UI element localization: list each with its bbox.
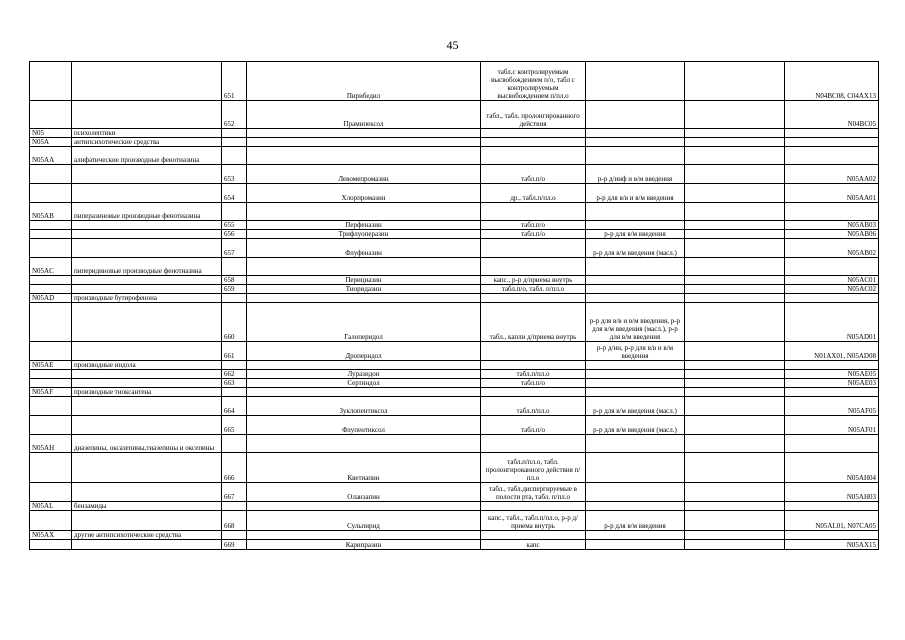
table-row <box>30 453 879 483</box>
injection-form <box>586 62 685 101</box>
empty-cell <box>685 285 785 294</box>
atc-code: N05AH03 <box>785 483 879 502</box>
injection-form <box>586 540 685 550</box>
table-row <box>30 285 879 294</box>
row-number: 665 <box>222 416 247 435</box>
injection-form <box>586 502 685 511</box>
row-number: 657 <box>222 239 247 258</box>
atc-code: N05AH04 <box>785 453 879 483</box>
atc-code: N05AF05 <box>785 397 879 416</box>
drug-name: Флупентиксол <box>247 416 481 435</box>
drug-name: Оланзапин <box>247 483 481 502</box>
table-row <box>30 483 879 502</box>
row-number: 654 <box>222 184 247 203</box>
drug-name: Левомепромазин <box>247 165 481 184</box>
injection-form: р-р для в/в и в/м введения, р-р для в/м введения (масл.), р-р для в/м введения <box>586 303 685 342</box>
row-number <box>222 294 247 303</box>
drug-name <box>247 531 481 540</box>
table-row <box>30 230 879 239</box>
empty-cell <box>685 303 785 342</box>
empty-cell <box>685 379 785 388</box>
dosage-form: табл.п/о <box>481 230 586 239</box>
drug-name: Дроперидол <box>247 342 481 361</box>
atc-group-code <box>30 397 72 416</box>
dosage-form: табл.п/пл.о <box>481 370 586 379</box>
row-number <box>222 138 247 147</box>
atc-code: N01AX01, N05AD08 <box>785 342 879 361</box>
table-row <box>30 239 879 258</box>
table-row <box>30 342 879 361</box>
row-number: 652 <box>222 101 247 129</box>
atc-group-name <box>72 416 222 435</box>
drug-name <box>247 129 481 138</box>
injection-form: р-р для в/м введения (масл.) <box>586 397 685 416</box>
atc-code <box>785 258 879 276</box>
atc-group-code <box>30 101 72 129</box>
atc-code: N05AA02 <box>785 165 879 184</box>
table-row <box>30 416 879 435</box>
dosage-form <box>481 502 586 511</box>
atc-code: N04BC05 <box>785 101 879 129</box>
dosage-form <box>481 203 586 221</box>
empty-cell <box>685 511 785 531</box>
dosage-form: табл.п/о, табл. п/пл.о <box>481 285 586 294</box>
empty-cell <box>685 129 785 138</box>
atc-group-code <box>30 303 72 342</box>
atc-code: N05AB02 <box>785 239 879 258</box>
atc-group-code: N05 <box>30 129 72 138</box>
drug-name: Перфеназин <box>247 221 481 230</box>
row-number: 661 <box>222 342 247 361</box>
row-number: 658 <box>222 276 247 285</box>
atc-code <box>785 138 879 147</box>
empty-cell <box>685 184 785 203</box>
empty-cell <box>685 342 785 361</box>
row-number <box>222 129 247 138</box>
injection-form <box>586 453 685 483</box>
table-row <box>30 101 879 129</box>
drug-table <box>29 61 879 550</box>
injection-form <box>586 138 685 147</box>
atc-group-name: производные индола <box>72 361 222 370</box>
atc-code: N04BC08, C04AX13 <box>785 62 879 101</box>
dosage-form: табл., капли д/приема внутрь <box>481 303 586 342</box>
atc-group-name <box>72 540 222 550</box>
drug-name <box>247 203 481 221</box>
atc-group-code: N05AX <box>30 531 72 540</box>
injection-form <box>586 101 685 129</box>
atc-code: N05AD01 <box>785 303 879 342</box>
empty-cell <box>685 416 785 435</box>
atc-group-name: производные бутирофенона <box>72 294 222 303</box>
row-number: 653 <box>222 165 247 184</box>
drug-name: Прамипексол <box>247 101 481 129</box>
atc-code: N05AB06 <box>785 230 879 239</box>
atc-group-code <box>30 239 72 258</box>
atc-group-code: N05AH <box>30 435 72 453</box>
table-row <box>30 540 879 550</box>
table-row <box>30 184 879 203</box>
atc-group-code <box>30 453 72 483</box>
atc-group-name: алифатические производные фенотиазина <box>72 147 222 165</box>
atc-code: N05AC01 <box>785 276 879 285</box>
atc-code <box>785 388 879 397</box>
table-row <box>30 531 879 540</box>
atc-code <box>785 294 879 303</box>
atc-code: N05AF01 <box>785 416 879 435</box>
atc-group-code: N05AE <box>30 361 72 370</box>
dosage-form <box>481 342 586 361</box>
table-row <box>30 511 879 531</box>
drug-name <box>247 502 481 511</box>
drug-name: Пирибедил <box>247 62 481 101</box>
drug-name <box>247 147 481 165</box>
atc-group-name: антипсихотические средства <box>72 138 222 147</box>
dosage-form: табл., табл.диспергируемые в полости рта, табл. п/пл.о <box>481 483 586 502</box>
atc-group-name: производные тиоксантена <box>72 388 222 397</box>
atc-group-code: N05AF <box>30 388 72 397</box>
atc-group-name <box>72 230 222 239</box>
empty-cell <box>685 502 785 511</box>
atc-group-code <box>30 342 72 361</box>
drug-name: Сертиндол <box>247 379 481 388</box>
atc-group-code <box>30 416 72 435</box>
atc-group-code: N05A <box>30 138 72 147</box>
atc-code: N05AB03 <box>785 221 879 230</box>
injection-form <box>586 379 685 388</box>
dosage-form: табл.с контролируемым высвобождением п/о, табл с контролируемым высвобождением п/пл.о <box>481 62 586 101</box>
dosage-form: табл.п/о <box>481 221 586 230</box>
row-number: 662 <box>222 370 247 379</box>
dosage-form: табл.п/пл.о <box>481 397 586 416</box>
empty-cell <box>685 203 785 221</box>
dosage-form: табл., табл. пролонгированного действия <box>481 101 586 129</box>
row-number <box>222 388 247 397</box>
atc-group-name <box>72 165 222 184</box>
dosage-form <box>481 435 586 453</box>
atc-group-name <box>72 379 222 388</box>
table-row <box>30 62 879 101</box>
atc-group-code: N05AL <box>30 502 72 511</box>
table-row <box>30 129 879 138</box>
atc-group-code: N05AB <box>30 203 72 221</box>
table-row <box>30 258 879 276</box>
dosage-form <box>481 147 586 165</box>
atc-group-name: пиперазиновые производные фенотиазина <box>72 203 222 221</box>
empty-cell <box>685 483 785 502</box>
dosage-form <box>481 294 586 303</box>
atc-group-code: N05AD <box>30 294 72 303</box>
dosage-form <box>481 388 586 397</box>
atc-group-code <box>30 221 72 230</box>
drug-name: Флуфеназин <box>247 239 481 258</box>
injection-form <box>586 147 685 165</box>
table-row <box>30 203 879 221</box>
atc-group-name: другие антипсихотические средства <box>72 531 222 540</box>
row-number: 663 <box>222 379 247 388</box>
row-number <box>222 258 247 276</box>
dosage-form: табл.п/пл.о, табл. пролонгированного действия п/пл.о <box>481 453 586 483</box>
atc-group-code <box>30 540 72 550</box>
empty-cell <box>685 239 785 258</box>
injection-form <box>586 361 685 370</box>
row-number: 667 <box>222 483 247 502</box>
atc-group-name <box>72 342 222 361</box>
empty-cell <box>685 147 785 165</box>
atc-group-code <box>30 230 72 239</box>
empty-cell <box>685 101 785 129</box>
drug-name <box>247 435 481 453</box>
drug-name <box>247 388 481 397</box>
table-row <box>30 303 879 342</box>
atc-code: N05AE05 <box>785 370 879 379</box>
row-number: 664 <box>222 397 247 416</box>
atc-code <box>785 147 879 165</box>
empty-cell <box>685 397 785 416</box>
table-row <box>30 138 879 147</box>
row-number: 656 <box>222 230 247 239</box>
atc-code: N05AA01 <box>785 184 879 203</box>
empty-cell <box>685 276 785 285</box>
injection-form: р-р для в/в и в/м введения <box>586 184 685 203</box>
injection-form <box>586 483 685 502</box>
atc-group-name <box>72 62 222 101</box>
atc-group-name <box>72 285 222 294</box>
dosage-form: капс., табл., табл.п/пл.о, р-р д/приема внутрь <box>481 511 586 531</box>
injection-form: р-р д/ин, р-р для в/в и в/м введения <box>586 342 685 361</box>
atc-code: N05AE03 <box>785 379 879 388</box>
injection-form <box>586 388 685 397</box>
atc-group-name <box>72 397 222 416</box>
atc-group-code <box>30 165 72 184</box>
row-number: 659 <box>222 285 247 294</box>
drug-name: Карипразин <box>247 540 481 550</box>
atc-group-name <box>72 184 222 203</box>
atc-group-name <box>72 276 222 285</box>
row-number <box>222 203 247 221</box>
row-number: 668 <box>222 511 247 531</box>
empty-cell <box>685 230 785 239</box>
drug-name <box>247 258 481 276</box>
drug-name: Хлорпромазин <box>247 184 481 203</box>
injection-form: р-р для в/м введения <box>586 511 685 531</box>
drug-name: Галоперидол <box>247 303 481 342</box>
atc-group-name <box>72 239 222 258</box>
atc-group-name <box>72 370 222 379</box>
injection-form <box>586 294 685 303</box>
drug-name: Трифлуоперазин <box>247 230 481 239</box>
atc-group-code <box>30 511 72 531</box>
injection-form: р-р для в/м введения (масл.) <box>586 239 685 258</box>
atc-code <box>785 531 879 540</box>
empty-cell <box>685 531 785 540</box>
empty-cell <box>685 138 785 147</box>
injection-form <box>586 370 685 379</box>
drug-name <box>247 361 481 370</box>
injection-form: р-р д/инф и в/м введения <box>586 165 685 184</box>
row-number <box>222 531 247 540</box>
atc-group-code <box>30 62 72 101</box>
injection-form: р-р для в/м введения (масл.) <box>586 416 685 435</box>
row-number <box>222 361 247 370</box>
drug-name <box>247 138 481 147</box>
atc-group-name: пиперидиновые производные фенотиазина <box>72 258 222 276</box>
atc-group-code <box>30 184 72 203</box>
injection-form <box>586 531 685 540</box>
atc-code <box>785 435 879 453</box>
atc-code <box>785 361 879 370</box>
table-row <box>30 435 879 453</box>
table-row <box>30 370 879 379</box>
empty-cell <box>685 294 785 303</box>
table-row <box>30 361 879 370</box>
dosage-form <box>481 138 586 147</box>
atc-code: N05AL01, N07CA05 <box>785 511 879 531</box>
drug-name: Кветиапин <box>247 453 481 483</box>
atc-group-name: психолептики <box>72 129 222 138</box>
row-number: 666 <box>222 453 247 483</box>
page-number: 45 <box>446 38 459 52</box>
dosage-form: др., табл.п/пл.о <box>481 184 586 203</box>
empty-cell <box>685 388 785 397</box>
empty-cell <box>685 361 785 370</box>
injection-form <box>586 276 685 285</box>
injection-form <box>586 285 685 294</box>
drug-name: Тиоридазин <box>247 285 481 294</box>
row-number: 669 <box>222 540 247 550</box>
table-row <box>30 294 879 303</box>
atc-code: N05AC02 <box>785 285 879 294</box>
atc-group-name <box>72 221 222 230</box>
atc-group-name <box>72 303 222 342</box>
empty-cell <box>685 258 785 276</box>
atc-group-name: диазепины, оксазепины,тиазепины и оксепины <box>72 435 222 453</box>
table-row <box>30 388 879 397</box>
row-number: 651 <box>222 62 247 101</box>
empty-cell <box>685 221 785 230</box>
empty-cell <box>685 540 785 550</box>
dosage-form: табл.п/о <box>481 165 586 184</box>
atc-code <box>785 129 879 138</box>
row-number <box>222 502 247 511</box>
injection-form <box>586 203 685 221</box>
empty-cell <box>685 453 785 483</box>
empty-cell <box>685 435 785 453</box>
atc-group-code <box>30 276 72 285</box>
dosage-form: табл.п/о <box>481 379 586 388</box>
dosage-form <box>481 258 586 276</box>
drug-name: Сульпирид <box>247 511 481 531</box>
dosage-form <box>481 531 586 540</box>
empty-cell <box>685 165 785 184</box>
drug-name: Луразидон <box>247 370 481 379</box>
injection-form: р-р для в/м введения <box>586 230 685 239</box>
drug-name: Перициазин <box>247 276 481 285</box>
drug-name <box>247 294 481 303</box>
atc-group-name <box>72 483 222 502</box>
dosage-form: табл.п/о <box>481 416 586 435</box>
dosage-form <box>481 361 586 370</box>
atc-group-code: N05AA <box>30 147 72 165</box>
atc-group-code: N05AC <box>30 258 72 276</box>
atc-group-code <box>30 285 72 294</box>
atc-group-code <box>30 483 72 502</box>
empty-cell <box>685 370 785 379</box>
atc-group-name <box>72 101 222 129</box>
table-row <box>30 502 879 511</box>
row-number: 660 <box>222 303 247 342</box>
table-row <box>30 165 879 184</box>
atc-code <box>785 203 879 221</box>
atc-code: N05AX15 <box>785 540 879 550</box>
injection-form <box>586 129 685 138</box>
empty-cell <box>685 62 785 101</box>
injection-form <box>586 435 685 453</box>
row-number <box>222 147 247 165</box>
row-number <box>222 435 247 453</box>
table-row <box>30 276 879 285</box>
dosage-form: капс <box>481 540 586 550</box>
atc-group-name <box>72 453 222 483</box>
injection-form <box>586 221 685 230</box>
dosage-form <box>481 239 586 258</box>
atc-code <box>785 502 879 511</box>
drug-name: Зуклопентиксол <box>247 397 481 416</box>
injection-form <box>586 258 685 276</box>
table-row <box>30 147 879 165</box>
atc-group-code <box>30 379 72 388</box>
atc-group-name <box>72 511 222 531</box>
table-row <box>30 221 879 230</box>
table-row <box>30 397 879 416</box>
dosage-form <box>481 129 586 138</box>
atc-group-code <box>30 370 72 379</box>
row-number: 655 <box>222 221 247 230</box>
atc-group-name: бензамиды <box>72 502 222 511</box>
dosage-form: капс., р-р д/приема внутрь <box>481 276 586 285</box>
table-row <box>30 379 879 388</box>
